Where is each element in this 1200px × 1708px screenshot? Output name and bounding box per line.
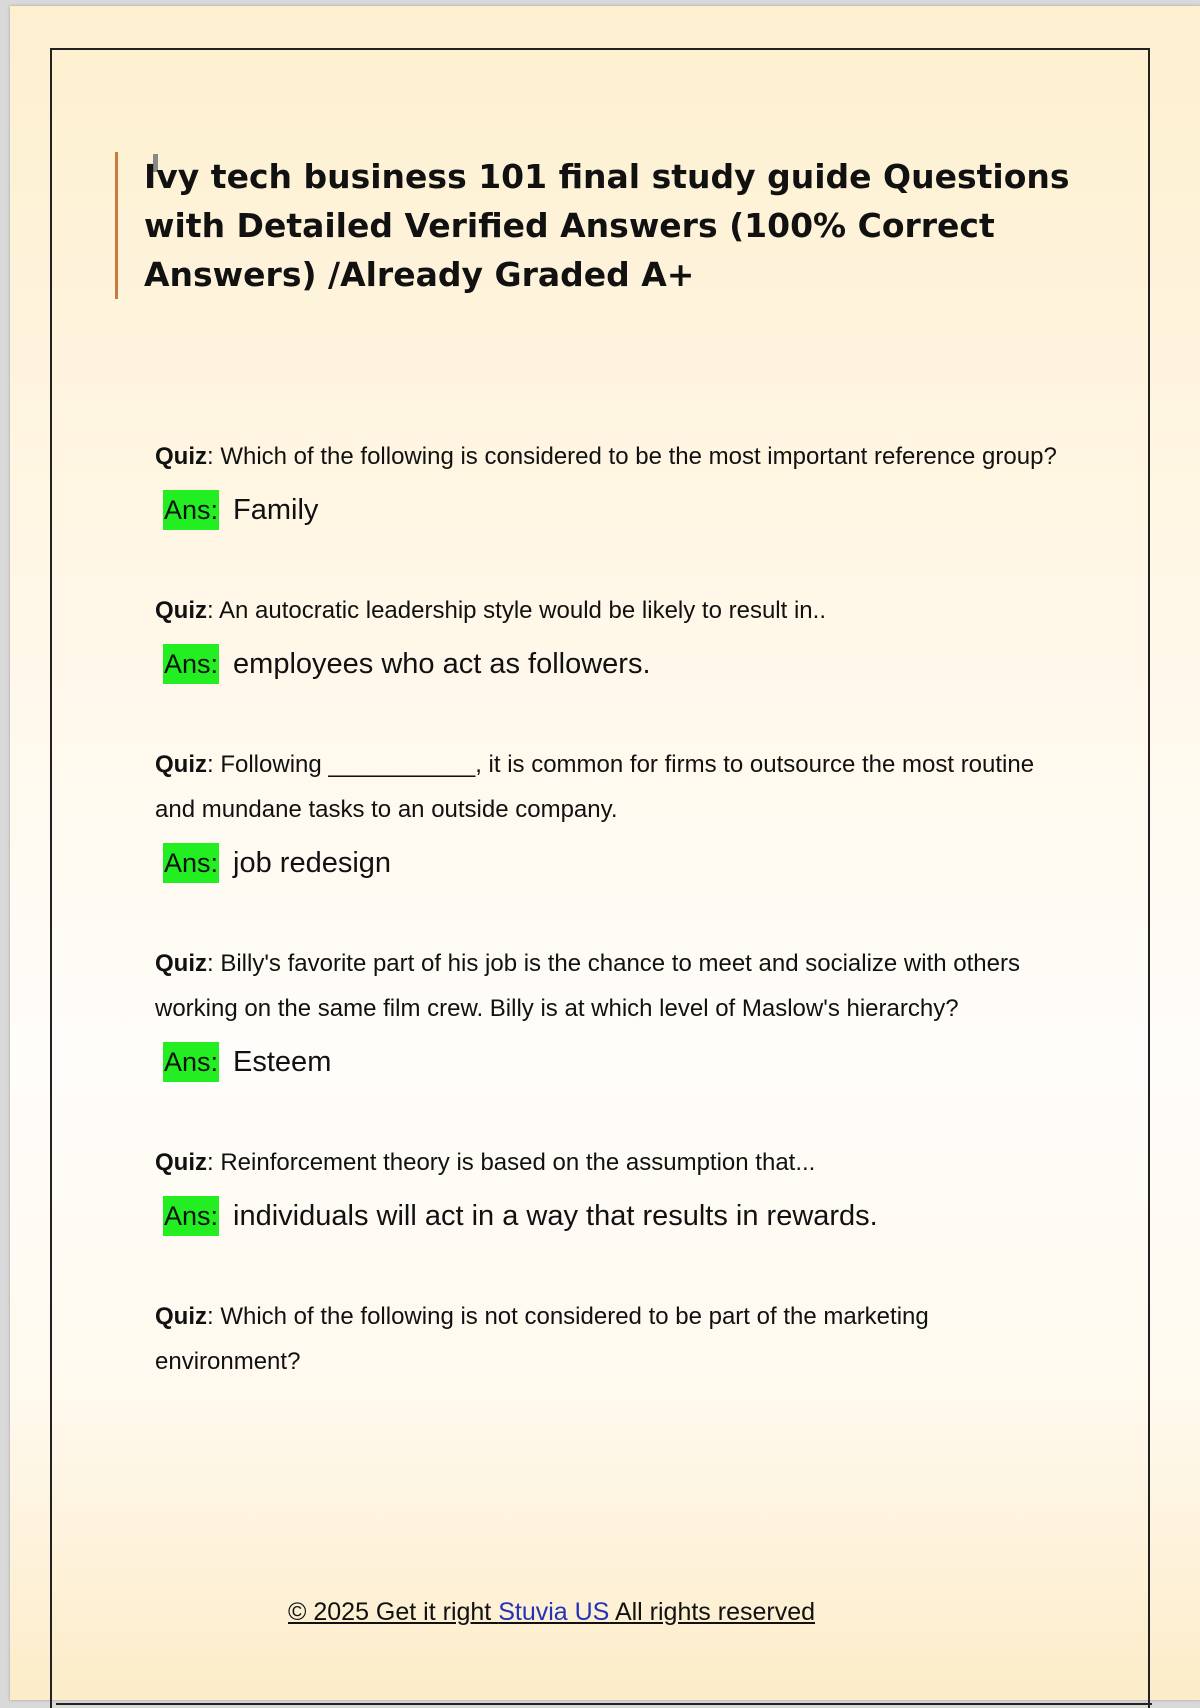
- title-block: [115, 152, 1075, 299]
- copyright-footer: [288, 1598, 815, 1627]
- quiz-item: [155, 434, 1075, 530]
- question-text: : Reinforcement theory is based on the assumption that...: [207, 1149, 816, 1176]
- answer-row: [163, 644, 1075, 684]
- quiz-label: Quiz: [155, 950, 207, 977]
- question-text: : Following ___________, it is common for firms to outsource the most routine and mundane tasks to an outside company.: [155, 751, 1035, 823]
- footer-suffix: All rights reserved: [609, 1598, 816, 1626]
- question: [155, 1140, 1075, 1185]
- question: [155, 742, 1075, 832]
- answer-label: Ans:: [163, 1196, 219, 1236]
- quiz-label: Quiz: [155, 1149, 207, 1176]
- question-text: : Billy's favorite part of his job is the chance to meet and socialize with others working on the same film crew. Billy is at which level of Maslow's hierarchy?: [155, 950, 1020, 1022]
- answer-row: [163, 1196, 1075, 1236]
- question-text: : An autocratic leadership style would be likely to result in..: [207, 597, 826, 624]
- quiz-item: [155, 941, 1075, 1082]
- quiz-item: [155, 1294, 1075, 1384]
- question: [155, 941, 1075, 1031]
- answer-text: Esteem: [233, 1045, 332, 1078]
- question-text: : Which of the following is considered to be the most important reference group?: [207, 443, 1057, 470]
- quiz-item: [155, 742, 1075, 883]
- question: [155, 434, 1075, 479]
- quiz-item: [155, 588, 1075, 684]
- quiz-label: Quiz: [155, 751, 207, 778]
- answer-text: individuals will act in a way that results in rewards.: [233, 1199, 878, 1232]
- answer-label: Ans:: [163, 490, 219, 530]
- answer-text: employees who act as followers.: [233, 647, 651, 680]
- quiz-list: [155, 434, 1075, 1384]
- quiz-label: Quiz: [155, 443, 207, 470]
- answer-row: [163, 490, 1075, 530]
- answer-label: Ans:: [163, 644, 219, 684]
- quiz-label: Quiz: [155, 597, 207, 624]
- answer-text: job redesign: [233, 846, 392, 879]
- quiz-label: Quiz: [155, 1303, 207, 1330]
- page-border-bottom: [56, 1703, 1152, 1705]
- document-page: [10, 6, 1200, 1700]
- answer-label: Ans:: [163, 843, 219, 883]
- answer-text: Family: [233, 493, 319, 526]
- answer-label: Ans:: [163, 1042, 219, 1082]
- question: [155, 588, 1075, 633]
- question: [155, 1294, 1075, 1384]
- footer-prefix: © 2025 Get it right: [288, 1598, 499, 1626]
- stuvia-link[interactable]: Stuvia US: [498, 1598, 610, 1626]
- answer-row: [163, 1042, 1075, 1082]
- answer-row: [163, 843, 1075, 883]
- question-text: : Which of the following is not considered to be part of the marketing environment?: [155, 1303, 929, 1375]
- quiz-item: [155, 1140, 1075, 1236]
- document-title: Ivy tech business 101 final study guide Questions with Detailed Verified Answers (100% Correct Answers) /Already Graded A+: [144, 157, 1070, 294]
